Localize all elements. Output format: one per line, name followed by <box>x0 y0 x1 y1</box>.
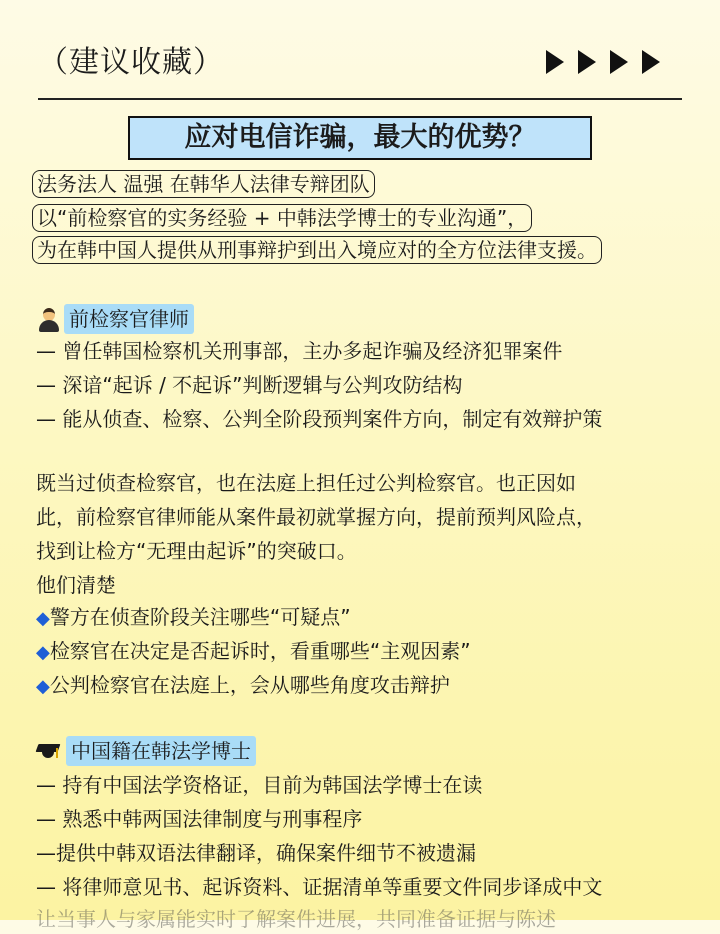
diamond-icon: ◆ <box>36 642 50 663</box>
diamond-list-item: ◆公判检察官在法庭上，会从哪些角度攻击辩护 <box>36 673 450 697</box>
header <box>38 40 682 90</box>
paragraph-line: 他们清楚 <box>36 573 116 597</box>
header-title: （建议收藏） <box>38 45 224 80</box>
diamond-icon: ◆ <box>36 608 50 629</box>
main-title: 应对电信诈骗，最大的优势？ <box>128 116 592 160</box>
list-item: — 将律师意见书、起诉资料、证据清单等重要文件同步译成中文 <box>36 875 603 899</box>
intro-line: 法务法人 温强 在韩华人法律专辩团队 <box>32 170 375 198</box>
graduation-cap-icon <box>36 740 60 762</box>
diamond-icon: ◆ <box>36 676 50 697</box>
arrow-icons <box>546 50 660 74</box>
right-arrow-icon <box>546 50 564 74</box>
right-arrow-icon <box>642 50 660 74</box>
intro-line: 以“前检察官的实务经验 + 中韩法学博士的专业沟通”， <box>32 204 532 232</box>
diamond-list-item: ◆警方在侦查阶段关注哪些“可疑点” <box>36 605 351 629</box>
section-heading-label: 前检察官律师 <box>64 304 194 334</box>
right-arrow-icon <box>610 50 628 74</box>
divider <box>38 98 682 100</box>
intro-line: 为在韩中国人提供从刑事辩护到出入境应对的全方位法律支援。 <box>32 236 602 264</box>
paragraph-line: 既当过侦查检察官，也在法庭上担任过公判检察官。也正因如 <box>36 471 576 495</box>
diamond-list-item: ◆检察官在决定是否起诉时，看重哪些“主观因素” <box>36 639 471 663</box>
list-item: — 深谙“起诉 / 不起诉”判断逻辑与公判攻防结构 <box>36 373 463 397</box>
cutoff-line: 让当事人与家属能实时了解案件进展，共同准备证据与陈述 <box>36 907 556 931</box>
section-heading-doctor <box>36 736 256 766</box>
paragraph-line: 找到让检方“无理由起诉”的突破口。 <box>36 539 357 563</box>
section-heading-label: 中国籍在韩法学博士 <box>66 736 256 766</box>
list-item: — 能从侦查、检察、公判全阶段预判案件方向，制定有效辩护策 <box>36 407 603 431</box>
section-heading-prosecutor <box>36 304 194 334</box>
list-item: — 熟悉中韩两国法律制度与刑事程序 <box>36 807 363 831</box>
list-item: —提供中韩双语法律翻译，确保案件细节不被遗漏 <box>36 841 476 865</box>
right-arrow-icon <box>578 50 596 74</box>
list-item: — 曾任韩国检察机关刑事部，主办多起诈骗及经济犯罪案件 <box>36 339 563 363</box>
paragraph-line: 此，前检察官律师能从案件最初就掌握方向，提前预判风险点， <box>36 505 596 529</box>
list-item: — 持有中国法学资格证，目前为韩国法学博士在读 <box>36 773 483 797</box>
lawyer-icon <box>36 306 62 332</box>
